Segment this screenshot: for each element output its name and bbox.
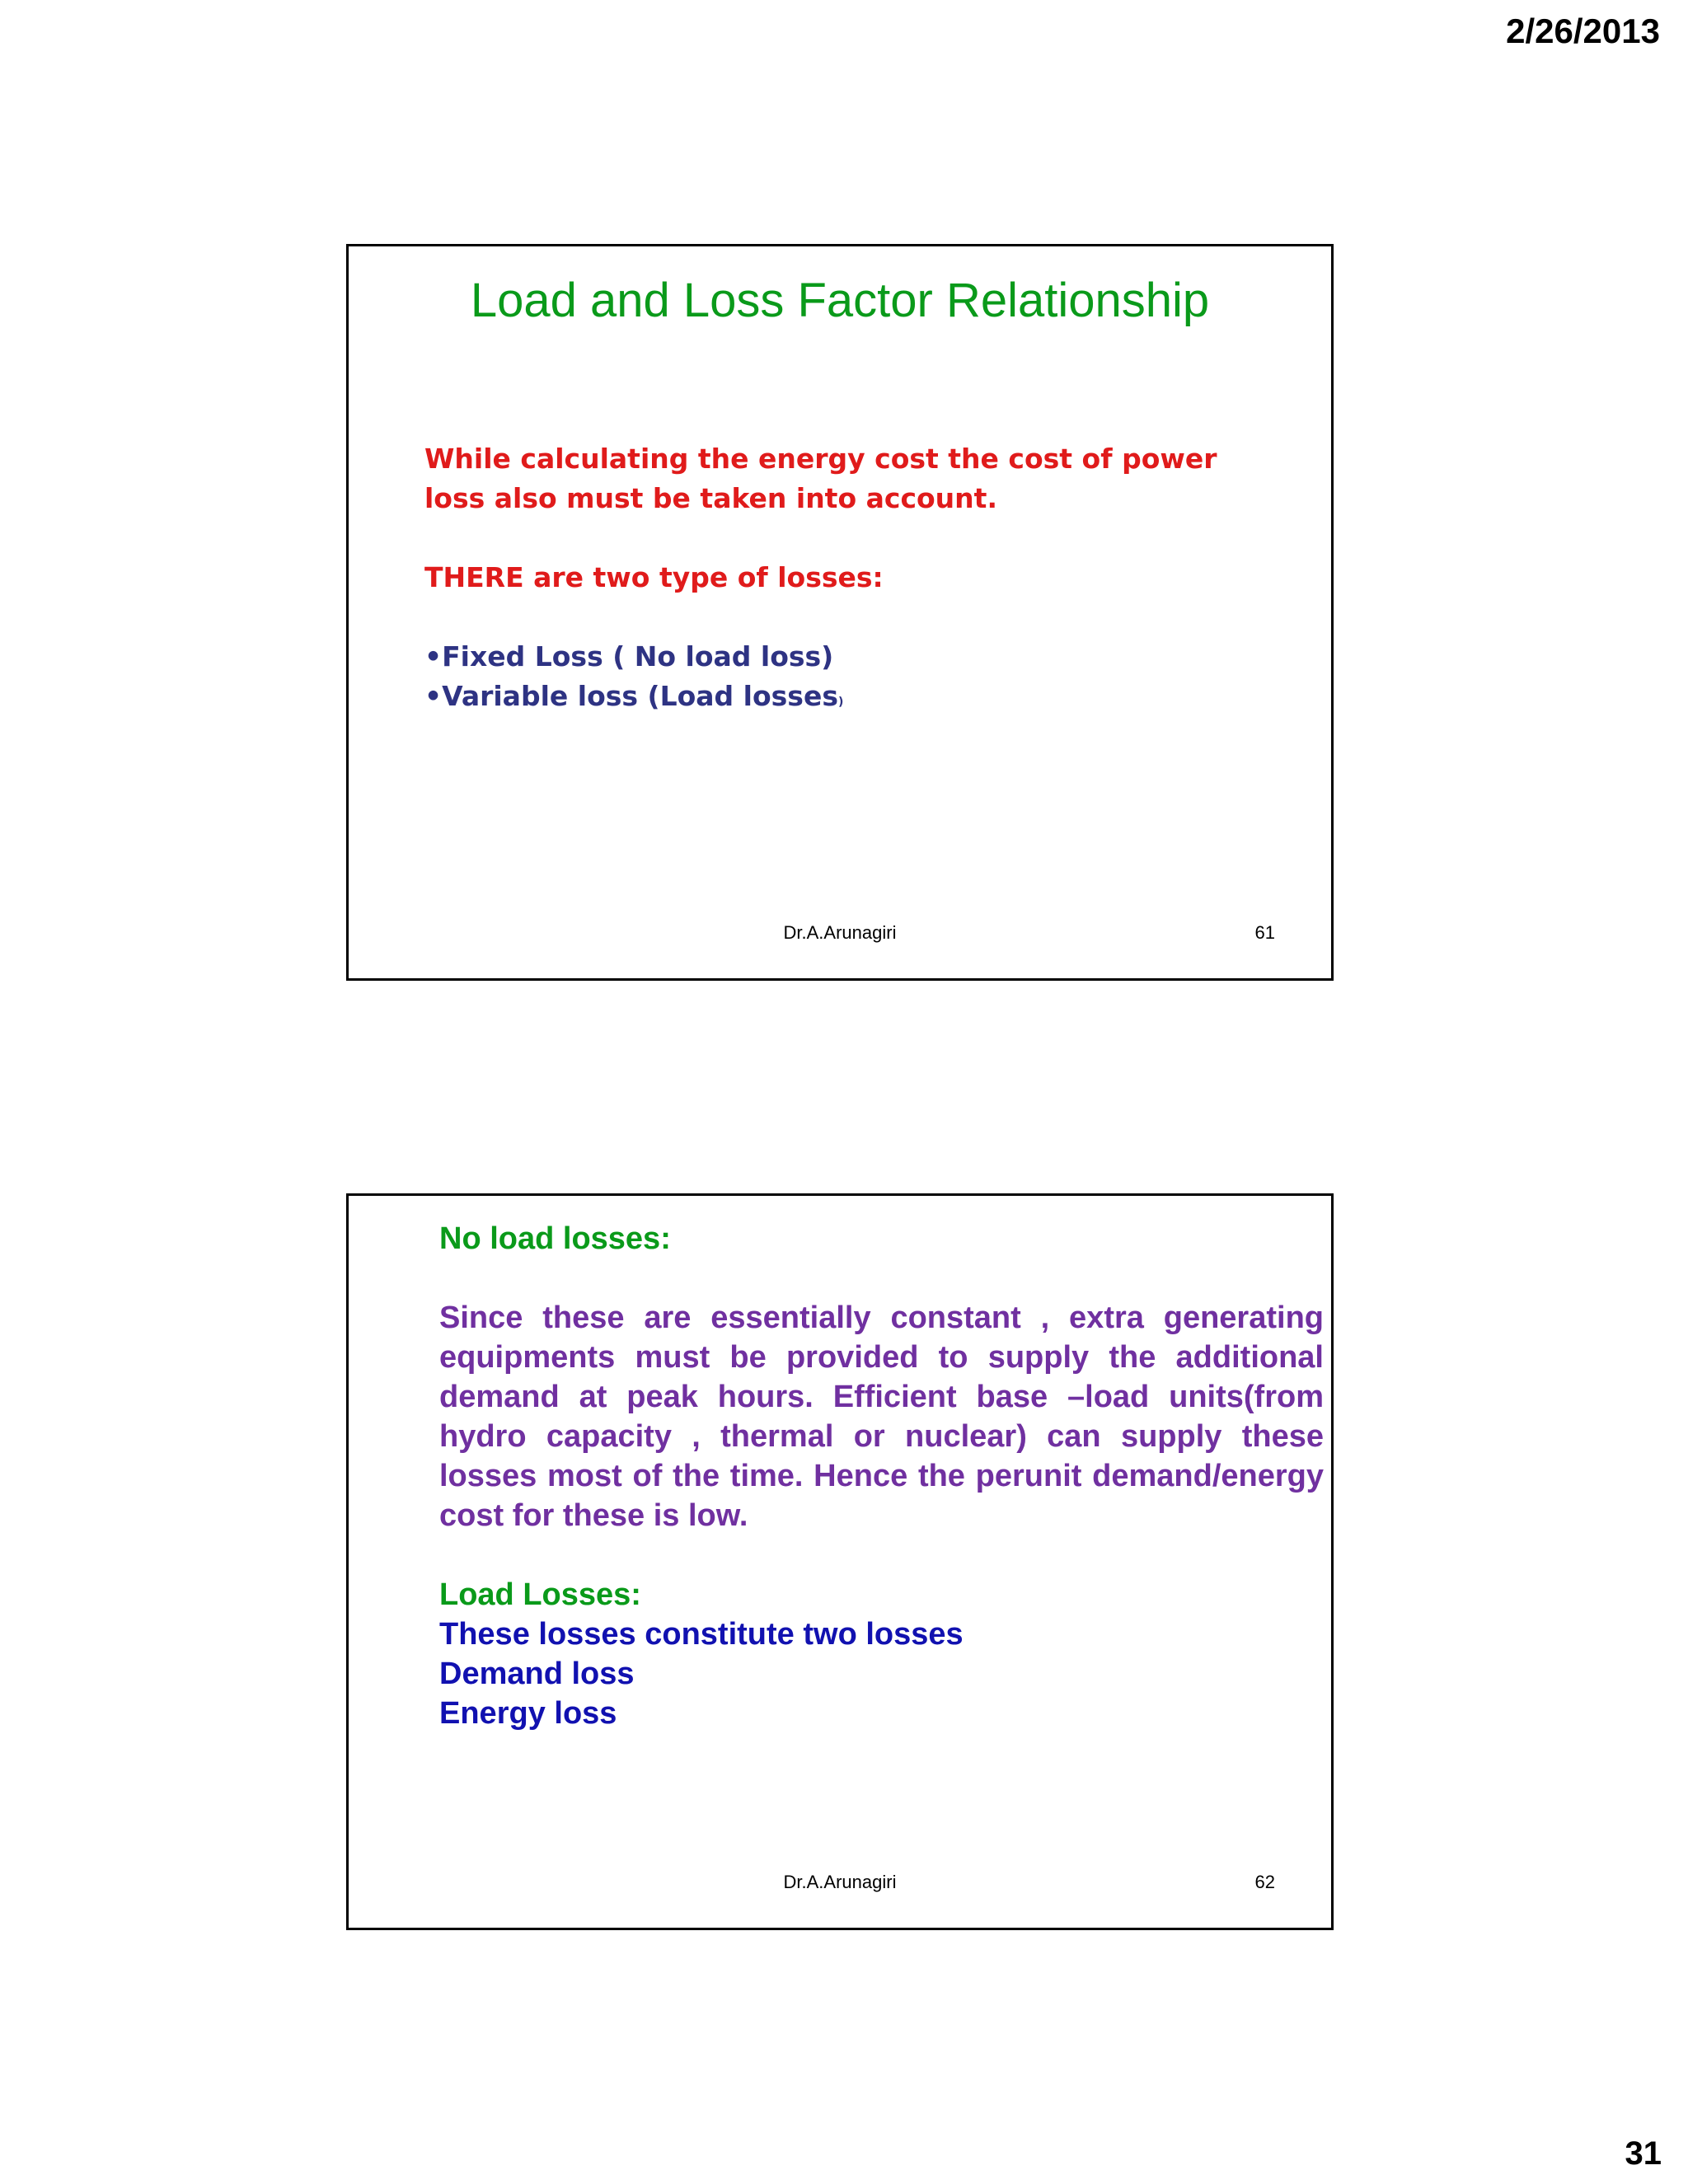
no-load-paragraph: Since these are essentially constant , extra generating equipments must be provided to supply the additional demand at peak hours. Efficient base –load units(from hydro capacity , thermal or nuclear) can supply these losses most of the time. Hence the perunit demand/energy cost for these is low. [439,1301,1324,1533]
slide-title: Load and Loss Factor Relationship [470,274,1210,327]
demand-loss-line: Demand loss [439,1657,635,1691]
slide-number: 62 [1254,1872,1275,1892]
slide-author: Dr.A.Arunagiri [783,922,897,943]
load-losses-heading: Load Losses: [439,1577,641,1612]
energy-loss-line: Energy loss [439,1696,617,1731]
slide-body [424,439,1282,722]
slide-number: 61 [1254,922,1275,943]
slide-62 [346,1193,1334,1930]
page-number: 31 [1625,2135,1662,2172]
no-load-heading: No load losses: [439,1221,671,1256]
intro-text: While calculating the energy cost the cost of power loss also must be taken into account. [424,443,1217,514]
bullet-fixed-loss: •Fixed Loss ( No load loss) [424,640,834,673]
bullet-variable-loss-text: •Variable loss (Load losses [424,680,838,712]
slide-body [439,1219,1324,1733]
page-date: 2/26/2013 [1506,12,1660,50]
loss-types-heading: THERE are two type of losses: [424,561,884,593]
bullet-variable-loss [424,677,1282,722]
bullet-variable-loss-tail: ) [837,696,844,709]
load-losses-line: These losses constitute two losses [439,1617,964,1652]
slide-author: Dr.A.Arunagiri [783,1872,897,1892]
slide-61 [346,244,1334,981]
